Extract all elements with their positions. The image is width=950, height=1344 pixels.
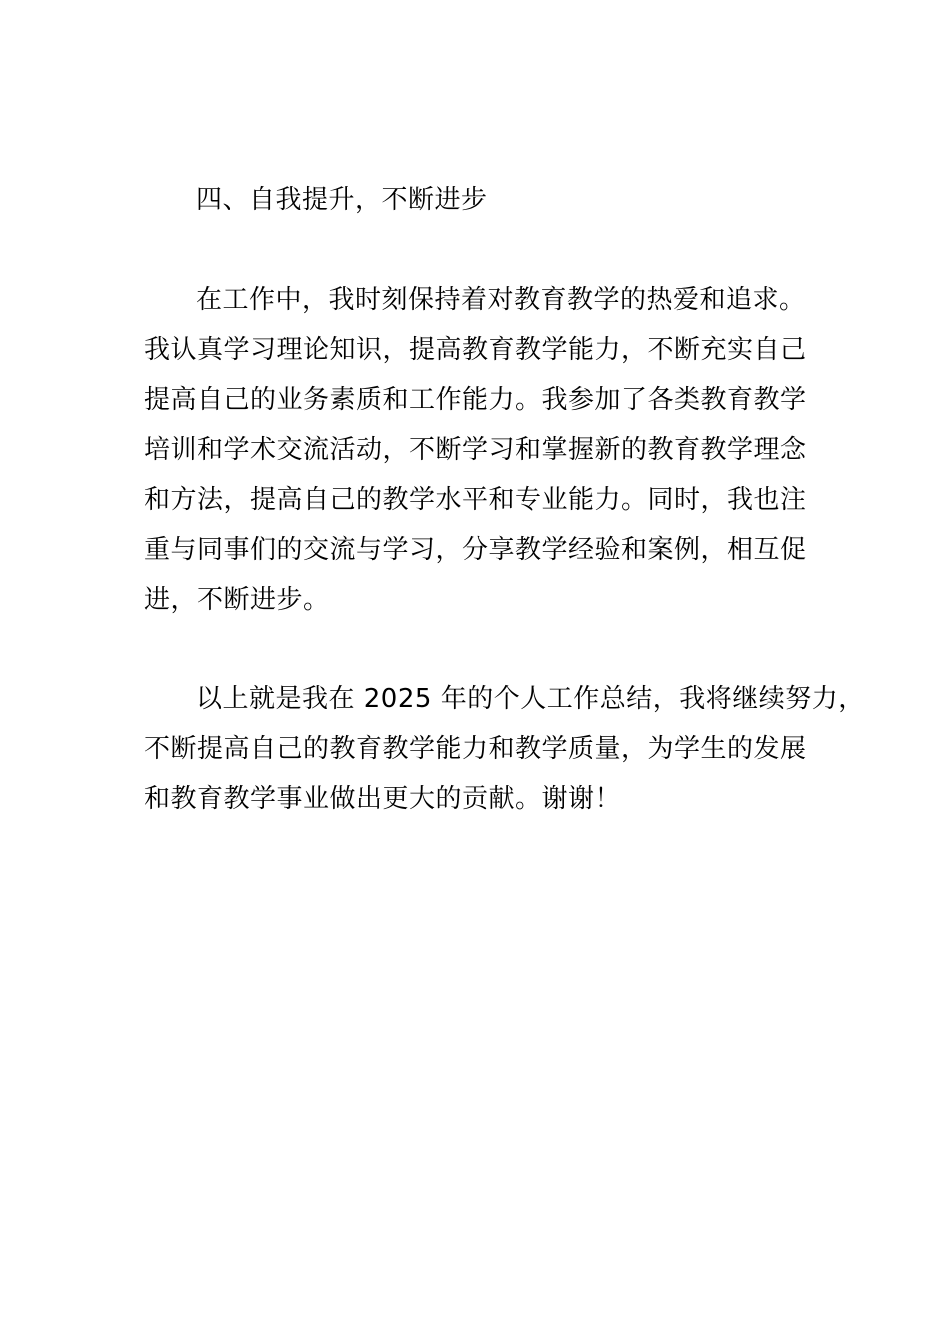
paragraph-2-line-2: 不断提高自己的教育教学能力和教学质量，为学生的发展: [144, 734, 807, 764]
paragraph-1-line-2: 我认真学习理论知识，提高教育教学能力，不断充实自己: [144, 335, 807, 365]
paragraph-2-line-1: 以上就是我在 2025 年的个人工作总结，我将继续努力，: [196, 684, 865, 714]
paragraph-2-line-3: 和教育教学事业做出更大的贡献。谢谢！: [144, 784, 622, 814]
paragraph-1-line-5: 和方法，提高自己的教学水平和专业能力。同时，我也注: [144, 485, 807, 515]
paragraph-1-line-6: 重与同事们的交流与学习，分享教学经验和案例，相互促: [144, 535, 807, 565]
paragraph-1-line-1: 在工作中，我时刻保持着对教育教学的热爱和追求。: [196, 285, 806, 315]
paragraph-1-line-3: 提高自己的业务素质和工作能力。我参加了各类教育教学: [144, 385, 807, 415]
paragraph-1-line-4: 培训和学术交流活动，不断学习和掌握新的教育教学理念: [144, 435, 807, 465]
section-heading: 四、自我提升，不断进步: [196, 185, 488, 215]
paragraph-1-line-7: 进，不断进步。: [144, 585, 330, 615]
